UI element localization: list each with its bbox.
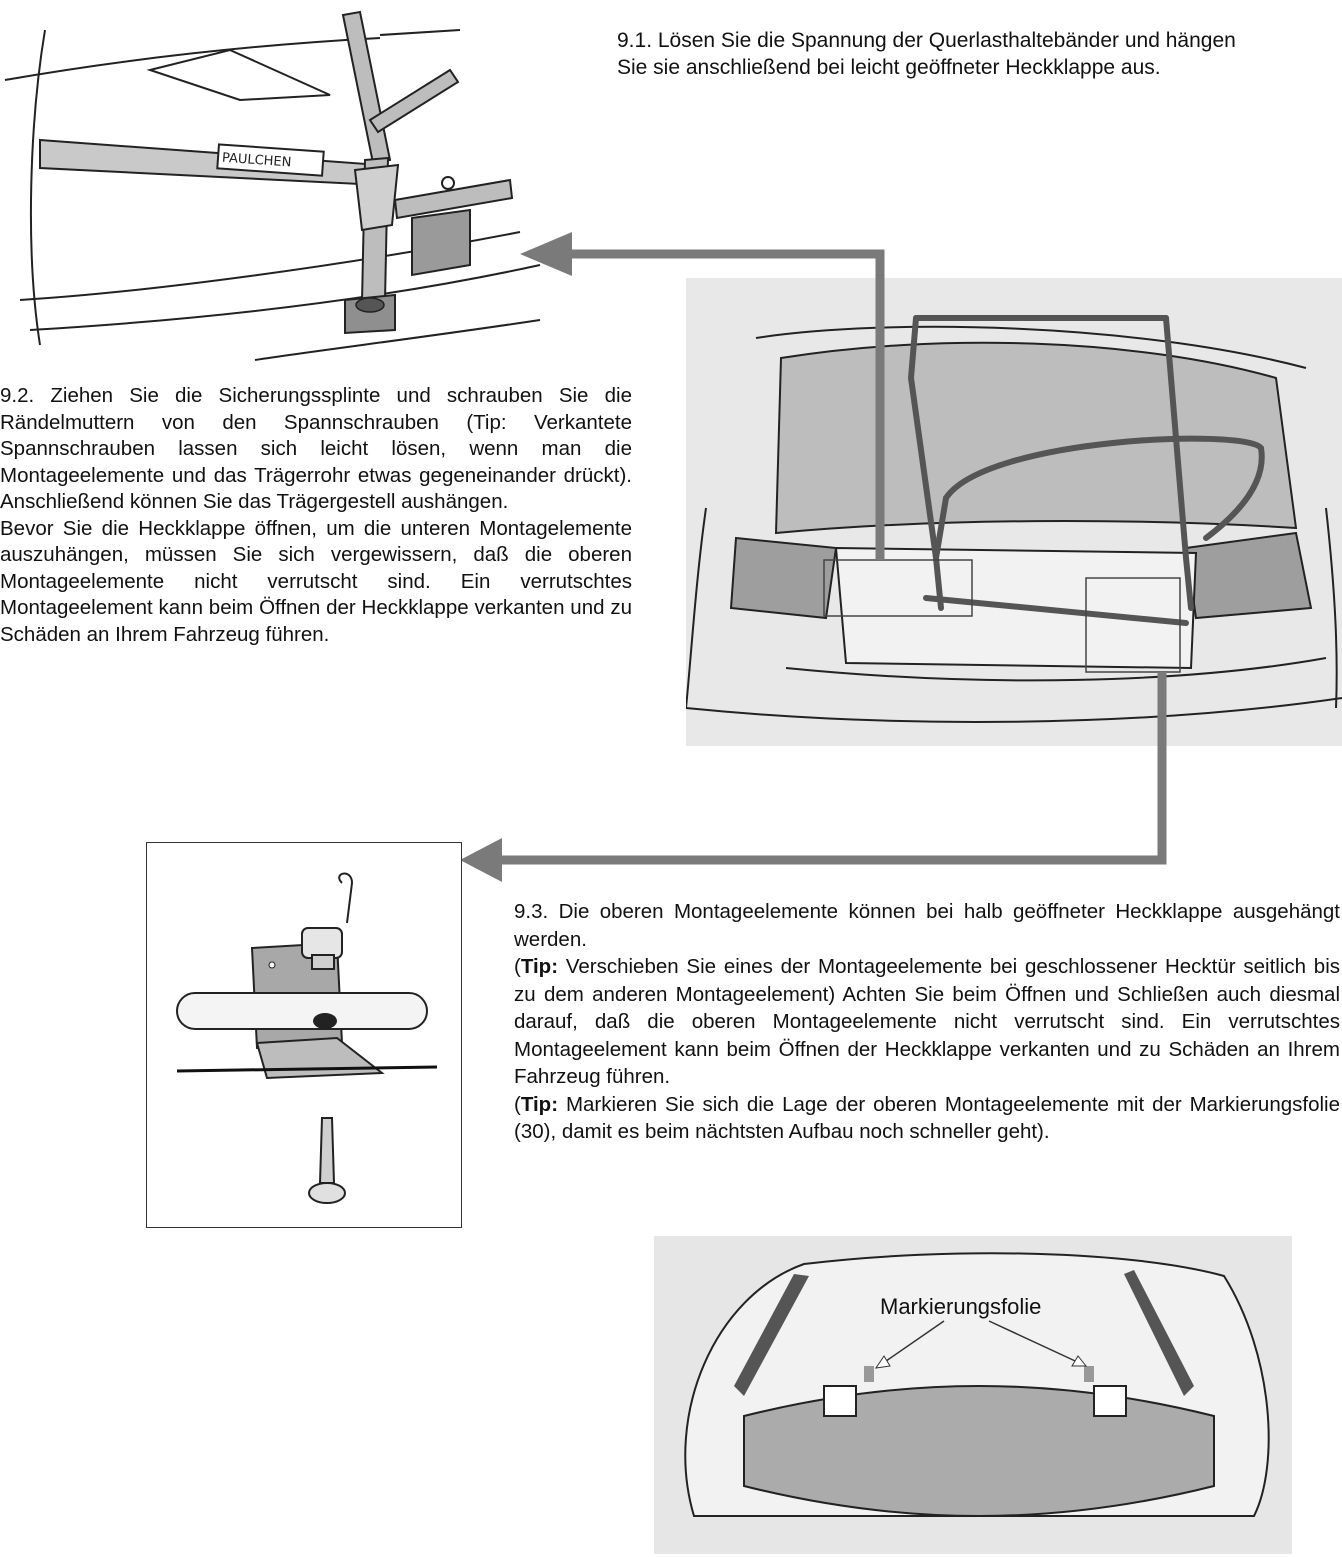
step-9-3-intro: 9.3. Die oberen Montageelemente können bei halb geöffneter Heckklappe ausgehängt werden. — [514, 900, 1340, 951]
marking-foil-label: Markierungsfolie — [880, 1294, 1042, 1319]
strap-brand-label: PAULCHEN — [221, 150, 292, 171]
step-9-3-tip-1: (Tip: Verschieben Sie eines der Montageelemente bei geschlossener Hecktür seitlich bis zu dem anderen Montageelement) Achten Sie beim Öffnen und Schließen auch diesmal darauf, daß die oberen Montageelemente nicht verrutscht sind. Ein verrutschtes Montageelement kann beim Öffnen der Heckklappe verkanten und zu Schäden an Ihrem Fahrzeug führen. — [514, 955, 1340, 1088]
step-9-2-paragraph-1: 9.2. Ziehen Sie die Sicherungssplinte und schrauben Sie die Rändelmuttern von den Spannschrauben (Tip: Verkantete Spannschrauben lassen sich leicht lösen, wenn man die Montageelemente und das Trägerrohr etwas gegeneinander drückt). Anschließend können Sie das Trägergestell aushängen. — [0, 384, 632, 513]
tip-2-text: Markieren Sie sich die Lage der oberen Montageelemente mit der Markierungsfolie (30), damit es beim nächtsten Aufbau noch schneller geht). — [514, 1092, 1340, 1143]
arrow-head-bottom — [460, 838, 502, 882]
tip-2-label: Tip: — [520, 1092, 559, 1116]
split-pin-icon — [339, 874, 352, 923]
strap-detail-figure — [0, 0, 560, 370]
step-9-1-text — [617, 27, 1237, 81]
mounting-element-figure — [146, 842, 462, 1228]
step-9-2-paragraph-2: Bevor Sie die Heckklappe öffnen, um die unteren Montagelemente auszuhängen, müssen Sie sich vergewissern, daß die oberen Montageelemente nicht verrutscht sind. Ein verrutschtes Montageelement kann beim Öffnen der Heckklappe verkanten und zu Schäden an Ihrem Fahrzeug führen. — [0, 516, 632, 646]
marking-foil-figure — [654, 1236, 1292, 1554]
step-9-2-text — [0, 383, 632, 648]
step-9-3-tip-2: (Tip: Markieren Sie sich die Lage der oberen Montageelemente mit der Markierungsfolie (30), damit es beim nächtsten Aufbau noch schneller geht). — [514, 1092, 1340, 1143]
step-9-3-text — [514, 898, 1340, 1146]
tip-1-label: Tip: — [520, 955, 559, 978]
car-rear-figure — [686, 278, 1342, 746]
step-9-1-paragraph: 9.1. Lösen Sie die Spannung der Querlasthaltebänder und hängen Sie sie anschließend bei leicht geöffneter Heckklappe aus. — [617, 29, 1236, 79]
tip-1-text: Verschieben Sie eines der Montageelemente bei geschlossener Hecktür seitlich bis zu dem anderen Montageelement) Achten Sie beim Öffnen und Schließen auch diesmal darauf, daß die oberen Montageelemente nicht verrutscht sind. Ein verrutschtes Montageelement kann beim Öffnen der Heckklappe verkanten und zu Schäden an Ihrem Fahrzeug führen. — [514, 955, 1340, 1088]
